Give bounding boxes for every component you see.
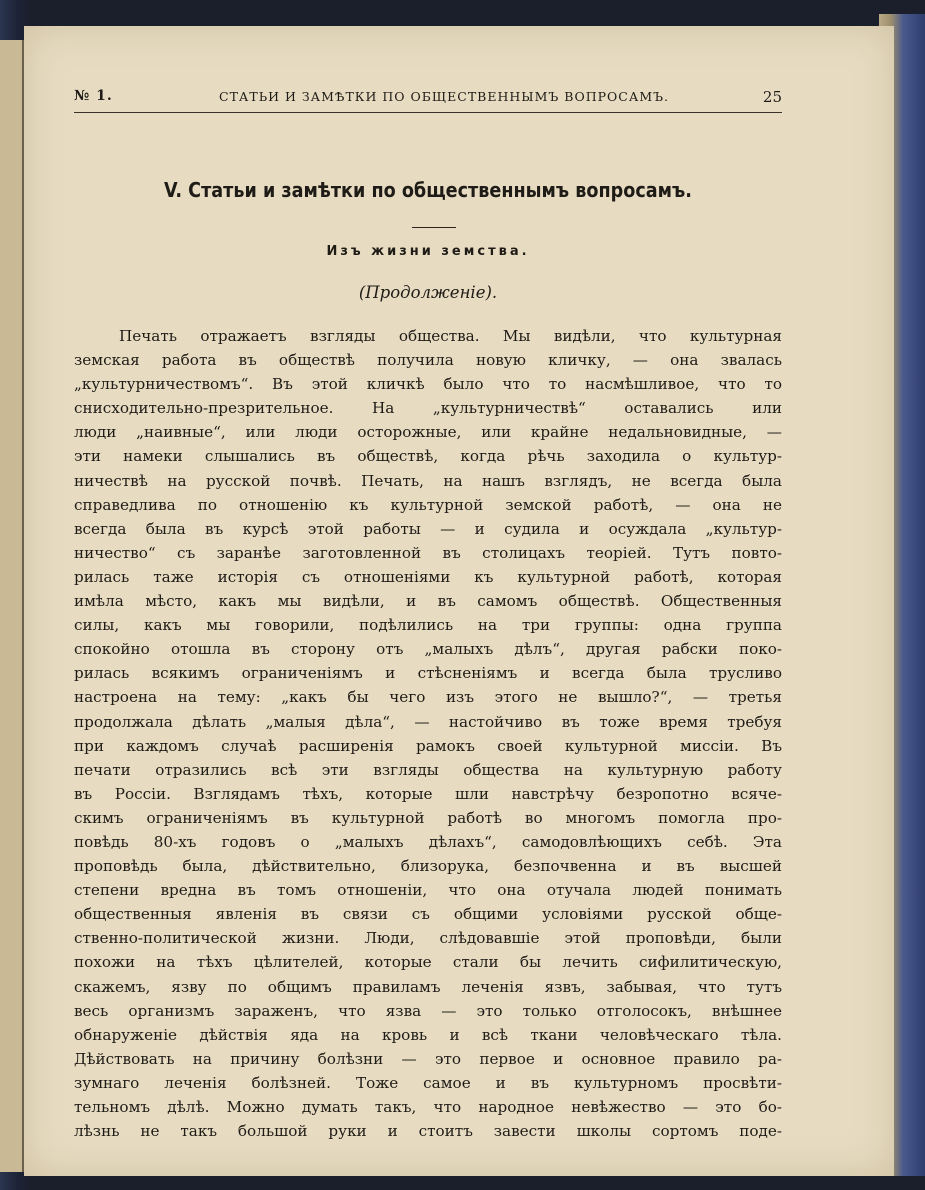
text-line: въ Россіи. Взглядамъ тѣхъ, которые шли навстрѣчу безропотно всяче- bbox=[74, 784, 782, 803]
running-title: СТАТЬИ И ЗАМѢТКИ ПО ОБЩЕСТВЕННЫМЪ ВОПРОСАМЪ. bbox=[219, 89, 670, 104]
text-line: печати отразились всѣ эти взгляды общества на культурную работу bbox=[74, 760, 782, 779]
running-header bbox=[74, 86, 782, 113]
previous-page-edge bbox=[0, 40, 24, 1172]
page-number: 25 bbox=[762, 88, 782, 106]
section-title: V. Статьи и замѣтки по общественнымъ вопросамъ. bbox=[164, 178, 692, 202]
text-line: тельномъ дѣлѣ. Можно думать такъ, что народное невѣжество — это бо- bbox=[74, 1098, 782, 1116]
text-line: снисходительно-презрительное. На „культурничествѣ“ оставались или bbox=[74, 399, 782, 418]
text-line: степени вредна въ томъ отношеніи, что она отучала людей понимать bbox=[74, 881, 782, 900]
text-line: справедлива по отношенію къ культурной земской работѣ, — она не bbox=[74, 495, 782, 514]
continuation-note: (Продолженіе). bbox=[358, 283, 498, 302]
text-line: продолжала дѣлать „малыя дѣла“, — настойчиво въ тоже время требуя bbox=[74, 712, 782, 731]
text-line: ничествѣ на русской почвѣ. Печать, на нашъ взглядъ, не всегда была bbox=[74, 471, 782, 490]
text-line: спокойно отошла въ сторону отъ „малыхъ дѣлъ“, другая рабски поко- bbox=[74, 640, 782, 659]
text-line: скажемъ, язву по общимъ правиламъ леченія язвъ, забывая, что тутъ bbox=[74, 977, 782, 996]
article-body bbox=[74, 324, 782, 1143]
text-line: зумнаго леченія болѣзней. Тоже самое и въ культурномъ просвѣти- bbox=[74, 1073, 782, 1092]
issue-number: № 1. bbox=[74, 88, 113, 104]
text-line: земская работа въ обществѣ получила новую кличку, — она звалась bbox=[74, 351, 782, 370]
text-line: всегда была въ курсѣ этой работы — и судила и осуждала „культур- bbox=[74, 519, 782, 538]
text-line: весь организмъ зараженъ, что язва — это только отголосокъ, внѣшнее bbox=[74, 1001, 782, 1020]
text-line: обнаруженіе дѣйствія яда на кровь и всѣ ткани человѣческаго тѣла. bbox=[74, 1025, 782, 1044]
text-line: силы, какъ мы говорили, подѣлились на три группы: одна группа bbox=[74, 616, 782, 635]
text-line: Дѣйствовать на причину болѣзни — это первое и основное правило ра- bbox=[74, 1049, 782, 1068]
text-line: настроена на тему: „какъ бы чего изъ этого не вышло?“, — третья bbox=[74, 688, 782, 707]
text-line: при каждомъ случаѣ расширенія рамокъ своей культурной миссіи. Въ bbox=[74, 736, 782, 755]
text-line: скимъ ограниченіямъ въ культурной работѣ во многомъ помогла про- bbox=[74, 808, 782, 827]
title-divider bbox=[412, 227, 456, 228]
text-line: ственно-политической жизни. Люди, слѣдовавшіе этой проповѣди, были bbox=[74, 929, 782, 948]
text-line: „культурничествомъ“. Въ этой кличкѣ было что то насмѣшливое, что то bbox=[74, 375, 782, 394]
text-line: повѣдь 80-хъ годовъ о „малыхъ дѣлахъ“, самодовлѣющихъ себѣ. Эта bbox=[74, 832, 782, 851]
text-line: похожи на тѣхъ цѣлителей, которые стали бы лечить сифилитическую, bbox=[74, 953, 782, 972]
article-subtitle: Изъ жизни земства. bbox=[326, 244, 530, 259]
text-line: эти намеки слышались въ обществѣ, когда рѣчь заходила о культур- bbox=[74, 447, 782, 466]
text-line: общественныя явленія въ связи съ общими условіями русской обще- bbox=[74, 905, 782, 924]
text-line: Печать отражаетъ взгляды общества. Мы видѣли, что культурная bbox=[119, 327, 782, 345]
text-line: имѣла мѣсто, какъ мы видѣли, и въ самомъ обществѣ. Общественныя bbox=[74, 592, 782, 611]
text-line: рилась всякимъ ограниченіямъ и стѣсненіямъ и всегда была трусливо bbox=[74, 664, 782, 683]
text-line: проповѣдь была, дѣйствительно, близорука, безпочвенна и въ высшей bbox=[74, 857, 782, 876]
text-line: рилась таже исторія съ отношеніями къ культурной работѣ, которая bbox=[74, 567, 782, 586]
text-line: ничество“ съ заранѣе заготовленной въ столицахъ теоріей. Тутъ повто- bbox=[74, 543, 782, 562]
journal-page bbox=[24, 26, 894, 1176]
text-line: лѣзнь не такъ большой руки и стоитъ завести школы сортомъ поде- bbox=[74, 1122, 782, 1141]
text-line: люди „наивные“, или люди осторожные, или крайне недальновидные, — bbox=[74, 423, 782, 442]
